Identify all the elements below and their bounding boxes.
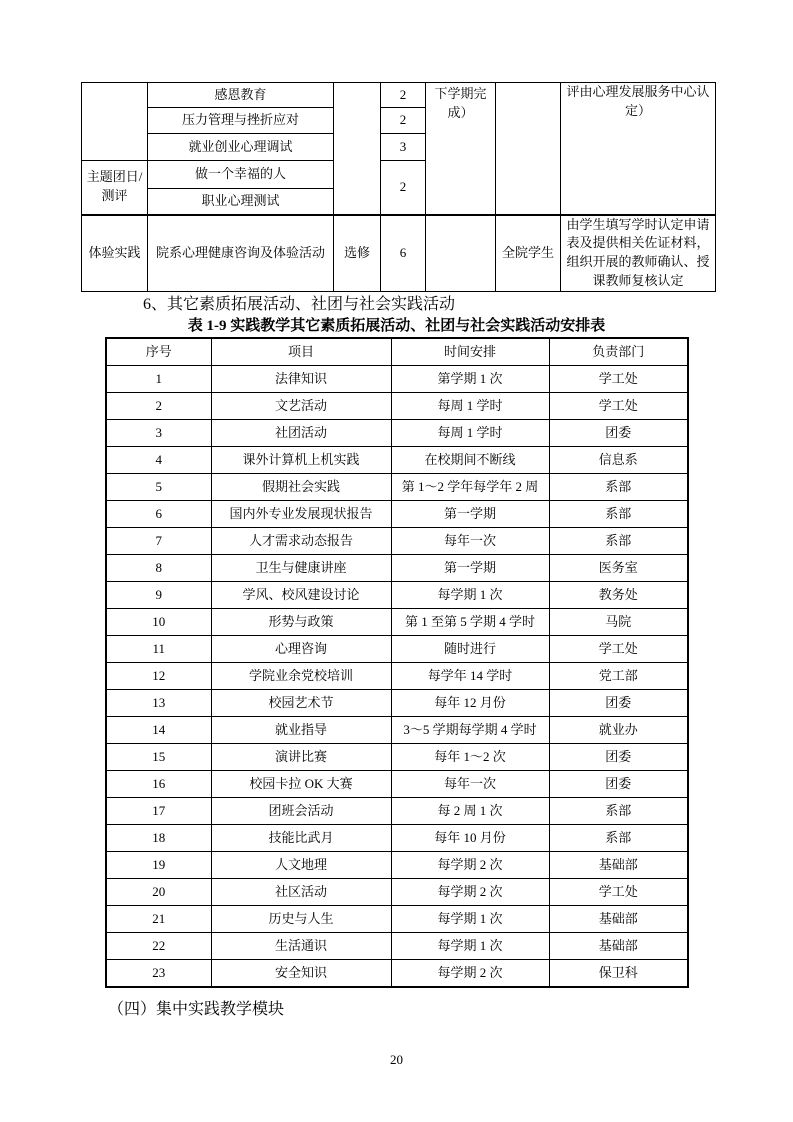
carryover-item-cell: 做一个幸福的人 <box>148 161 334 189</box>
cell-index: 19 <box>106 852 211 879</box>
table-row <box>106 501 688 528</box>
carryover-note-cell: 由学生填写学时认定申请表及提供相关佐证材料，组织开展的教师确认、授课教师复核认定 <box>561 215 716 292</box>
table-row <box>106 717 688 744</box>
cell-department: 就业办 <box>549 717 688 744</box>
cell-department: 学工处 <box>549 366 688 393</box>
table-row <box>106 528 688 555</box>
table-row <box>106 582 688 609</box>
cell-schedule: 每周 1 学时 <box>391 393 549 420</box>
table-row <box>106 393 688 420</box>
cell-department: 信息系 <box>549 447 688 474</box>
cell-schedule: 第学期 1 次 <box>391 366 549 393</box>
cell-project: 校园卡拉 OK 大赛 <box>211 771 391 798</box>
cell-project: 学院业余党校培训 <box>211 663 391 690</box>
cell-schedule: 第 1 至第 5 学期 4 学时 <box>391 609 549 636</box>
cell-project: 团班会活动 <box>211 798 391 825</box>
carryover-item-cell: 职业心理测试 <box>148 189 334 215</box>
carryover-row <box>82 215 716 292</box>
cell-index: 12 <box>106 663 211 690</box>
cell-schedule: 每学期 2 次 <box>391 879 549 906</box>
table-row <box>106 447 688 474</box>
carryover-type-empty-cell <box>334 83 381 215</box>
table-row <box>106 744 688 771</box>
table-row <box>106 852 688 879</box>
cell-project: 卫生与健康讲座 <box>211 555 391 582</box>
column-header-department: 负责部门 <box>549 338 688 366</box>
cell-project: 形势与政策 <box>211 609 391 636</box>
table-row <box>106 366 688 393</box>
subsection-heading: （四）集中实践教学模块 <box>108 1001 285 1018</box>
cell-schedule: 每 2 周 1 次 <box>391 798 549 825</box>
carryover-schedule-note-cell: 下学期完成） <box>426 83 496 215</box>
cell-department: 学工处 <box>549 879 688 906</box>
cell-schedule: 每学期 1 次 <box>391 582 549 609</box>
cell-index: 21 <box>106 906 211 933</box>
carryover-item-cell: 就业创业心理调试 <box>148 134 334 161</box>
cell-project: 文艺活动 <box>211 393 391 420</box>
activities-table-body <box>106 366 688 988</box>
cell-project: 校园艺术节 <box>211 690 391 717</box>
carryover-category-empty-cell <box>82 83 148 161</box>
table-row <box>106 420 688 447</box>
cell-index: 10 <box>106 609 211 636</box>
cell-schedule: 第一学期 <box>391 555 549 582</box>
table-row <box>106 474 688 501</box>
cell-schedule: 每学期 2 次 <box>391 852 549 879</box>
cell-schedule: 每年 1～2 次 <box>391 744 549 771</box>
cell-project: 人才需求动态报告 <box>211 528 391 555</box>
cell-department: 学工处 <box>549 636 688 663</box>
carryover-hours-cell: 3 <box>381 134 426 161</box>
cell-project: 社团活动 <box>211 420 391 447</box>
cell-project: 国内外专业发展现状报告 <box>211 501 391 528</box>
column-header-schedule: 时间安排 <box>391 338 549 366</box>
cell-project: 人文地理 <box>211 852 391 879</box>
carryover-audience-empty-cell <box>496 83 561 215</box>
table-row <box>106 879 688 906</box>
cell-schedule: 每学期 2 次 <box>391 960 549 988</box>
cell-department: 学工处 <box>549 393 688 420</box>
cell-project: 心理咨询 <box>211 636 391 663</box>
table-row <box>106 825 688 852</box>
carryover-item-cell: 院系心理健康咨询及体验活动 <box>148 215 334 292</box>
cell-project: 假期社会实践 <box>211 474 391 501</box>
cell-project: 课外计算机上机实践 <box>211 447 391 474</box>
cell-index: 18 <box>106 825 211 852</box>
table-row <box>106 933 688 960</box>
carryover-audience-cell: 全院学生 <box>496 215 561 292</box>
cell-department: 医务室 <box>549 555 688 582</box>
cell-project: 学风、校风建设讨论 <box>211 582 391 609</box>
cell-department: 团委 <box>549 771 688 798</box>
carryover-row <box>82 83 716 108</box>
cell-schedule: 每年 10 月份 <box>391 825 549 852</box>
cell-department: 教务处 <box>549 582 688 609</box>
activities-header-row <box>106 338 688 366</box>
cell-schedule: 每学年 14 学时 <box>391 663 549 690</box>
cell-project: 演讲比赛 <box>211 744 391 771</box>
cell-schedule: 在校期间不断线 <box>391 447 549 474</box>
cell-schedule: 每年一次 <box>391 771 549 798</box>
cell-index: 22 <box>106 933 211 960</box>
table-row <box>106 771 688 798</box>
cell-schedule: 随时进行 <box>391 636 549 663</box>
cell-department: 基础部 <box>549 933 688 960</box>
cell-schedule: 每学期 1 次 <box>391 906 549 933</box>
cell-project: 安全知识 <box>211 960 391 988</box>
table-row <box>106 555 688 582</box>
cell-department: 基础部 <box>549 852 688 879</box>
carryover-hours-cell: 2 <box>381 83 426 108</box>
cell-schedule: 每学期 1 次 <box>391 933 549 960</box>
cell-schedule: 每年 12 月份 <box>391 690 549 717</box>
cell-index: 20 <box>106 879 211 906</box>
cell-index: 14 <box>106 717 211 744</box>
carryover-hours-cell: 2 <box>381 108 426 134</box>
cell-project: 历史与人生 <box>211 906 391 933</box>
cell-index: 17 <box>106 798 211 825</box>
column-header-index: 序号 <box>106 338 211 366</box>
cell-project: 就业指导 <box>211 717 391 744</box>
cell-department: 系部 <box>549 501 688 528</box>
cell-index: 11 <box>106 636 211 663</box>
cell-index: 3 <box>106 420 211 447</box>
cell-index: 2 <box>106 393 211 420</box>
cell-index: 13 <box>106 690 211 717</box>
table-row <box>106 798 688 825</box>
table-row <box>106 609 688 636</box>
cell-index: 4 <box>106 447 211 474</box>
cell-index: 23 <box>106 960 211 988</box>
table-row <box>106 906 688 933</box>
cell-index: 8 <box>106 555 211 582</box>
cell-department: 团委 <box>549 690 688 717</box>
cell-department: 基础部 <box>549 906 688 933</box>
cell-project: 技能比武月 <box>211 825 391 852</box>
cell-department: 团委 <box>549 420 688 447</box>
cell-department: 系部 <box>549 825 688 852</box>
cell-schedule: 每年一次 <box>391 528 549 555</box>
table-title: 表 1-9 实践教学其它素质拓展活动、社团与社会实践活动安排表 <box>187 318 606 334</box>
cell-department: 马院 <box>549 609 688 636</box>
cell-schedule: 3～5 学期每学期 4 学时 <box>391 717 549 744</box>
table-row <box>106 663 688 690</box>
cell-schedule: 第一学期 <box>391 501 549 528</box>
cell-department: 保卫科 <box>549 960 688 988</box>
cell-department: 党工部 <box>549 663 688 690</box>
carryover-table <box>81 82 716 292</box>
column-header-project: 项目 <box>211 338 391 366</box>
table-row <box>106 690 688 717</box>
cell-index: 6 <box>106 501 211 528</box>
cell-project: 法律知识 <box>211 366 391 393</box>
carryover-assessment-note-cell: 评由心理发展服务中心认定） <box>561 83 716 215</box>
carryover-type-cell: 选修 <box>334 215 381 292</box>
cell-index: 15 <box>106 744 211 771</box>
carryover-schedule-empty-cell <box>426 215 496 292</box>
cell-index: 9 <box>106 582 211 609</box>
cell-schedule: 每周 1 学时 <box>391 420 549 447</box>
page-number: 20 <box>390 1052 403 1067</box>
cell-project: 社区活动 <box>211 879 391 906</box>
activities-table <box>105 337 689 988</box>
carryover-group-label-cell: 体验实践 <box>82 215 148 292</box>
cell-schedule: 第 1～2 学年每学年 2 周 <box>391 474 549 501</box>
carryover-item-cell: 感恩教育 <box>148 83 334 108</box>
cell-department: 系部 <box>549 798 688 825</box>
cell-department: 团委 <box>549 744 688 771</box>
section-heading: 6、其它素质拓展活动、社团与社会实践活动 <box>143 296 456 313</box>
carryover-group-label-cell: 主题团日/测评 <box>82 161 148 215</box>
cell-index: 1 <box>106 366 211 393</box>
carryover-hours-cell: 2 <box>381 161 426 215</box>
cell-department: 系部 <box>549 474 688 501</box>
cell-index: 16 <box>106 771 211 798</box>
cell-index: 7 <box>106 528 211 555</box>
cell-department: 系部 <box>549 528 688 555</box>
cell-project: 生活通识 <box>211 933 391 960</box>
carryover-item-cell: 压力管理与挫折应对 <box>148 108 334 134</box>
carryover-hours-cell: 6 <box>381 215 426 292</box>
table-row <box>106 636 688 663</box>
table-row <box>106 960 688 988</box>
cell-index: 5 <box>106 474 211 501</box>
